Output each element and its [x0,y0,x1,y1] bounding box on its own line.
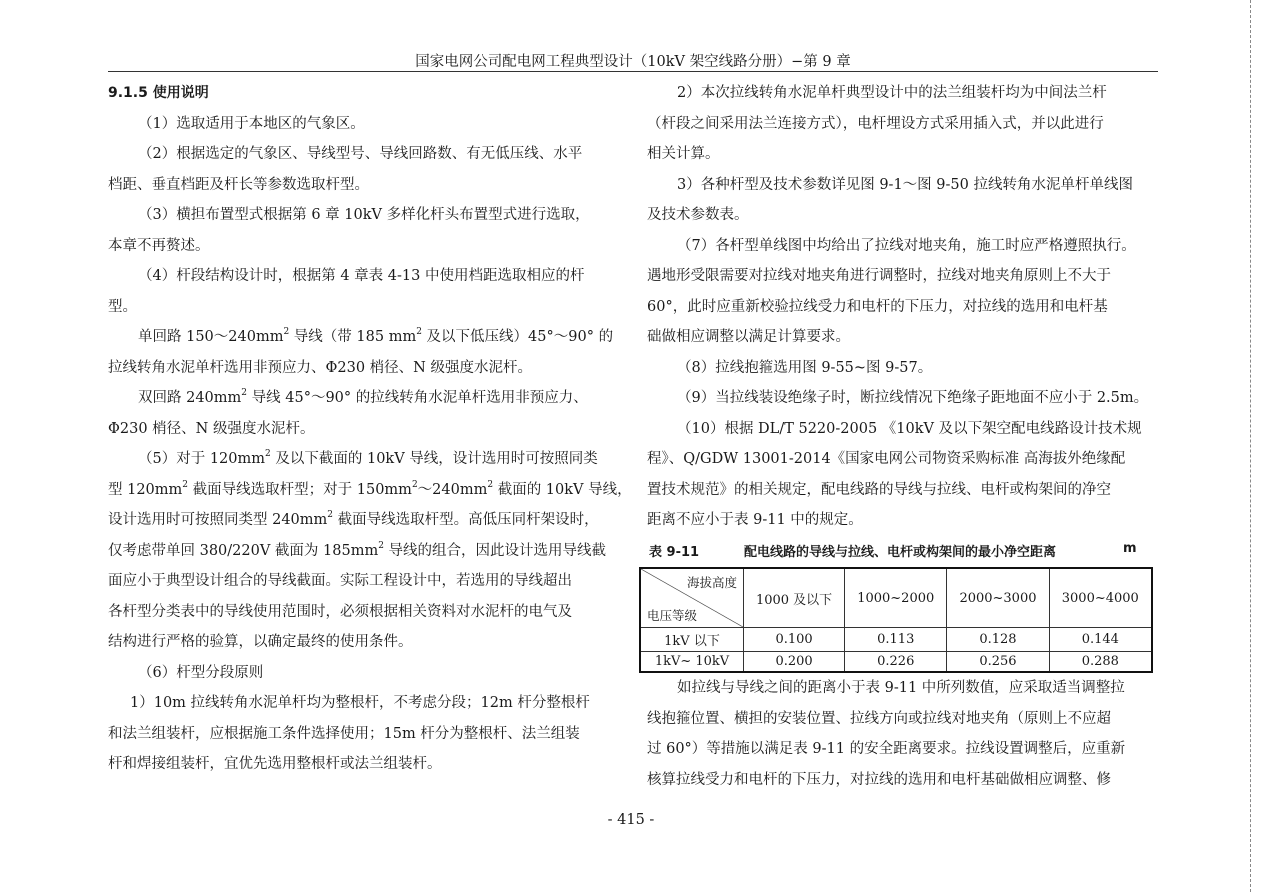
right-column [647,78,1159,536]
paragraph-line: （10）根据 DL/T 5220-2005 《10kV 及以下架空配电线路设计技术规 [677,420,1142,437]
table-header-row [640,568,1152,628]
table-cell: 0.256 [947,652,1049,672]
paragraph-line: 过 60°）等措施以满足表 9-11 的安全距离要求。拉线设置调整后，应重新 [647,741,1126,757]
paragraph-line: 和法兰组装杆，应根据施工条件选择使用；15m 杆分为整根杆、法兰组装 [108,725,580,742]
paragraph-line: 2）本次拉线转角水泥单杆典型设计中的法兰组装杆均为中间法兰杆 [677,85,1107,101]
paragraph-line: （9）当拉线装设绝缘子时，断拉线情况下绝缘子距地面不应小于 2.5m。 [677,390,1149,406]
paragraph-line: 60°，此时应重新校验拉线受力和电杆的下压力，对拉线的选用和电杆基 [647,298,1108,315]
table-title: 配电线路的导线与拉线、电杆或构架间的最小净空距离 [744,545,1057,560]
column-header: 3000~4000 [1049,568,1152,628]
column-header: 2000~3000 [947,568,1049,628]
column-header: 1000 及以下 [744,568,845,628]
paragraph-line: 各杆型分类表中的导线使用范围时，必须根据相关资料对水泥杆的电气及 [108,603,572,620]
table-cell: 0.200 [744,652,845,672]
table-cell: 0.100 [744,628,845,652]
paragraph-line: （8）拉线抱箍选用图 9-55~图 9-57。 [677,359,933,376]
paragraph-line: 本章不再赘述。 [108,237,210,254]
paragraph-line: 1）10m 拉线转角水泥单杆均为整根杆，不考虑分段；12m 杆分整根杆 [130,695,590,711]
running-header: 国家电网公司配电网工程典型设计（10kV 架空线路分册）−第 9 章 [415,54,851,70]
paragraph-line: 相关计算。 [647,146,720,162]
paragraph-line: 型 $120mm^2$ 截面导线选取杆型；对于 $150mm^2\sim 240mm^2$ 截面的 10kV 导线， [108,479,632,498]
paragraph-line: （3）横担布置型式根据第 6 章 10kV 多样化杆头布置型式进行选取， [138,207,590,223]
paragraph-line: 拉线转角水泥单杆选用非预应力、Φ230 梢径、N 级强度水泥杆。 [108,359,532,376]
paragraph-line: （7）各杆型单线图中均给出了拉线对地夹角，施工时应严格遵照执行。 [677,237,1136,254]
paragraph-line: 档距、垂直档距及杆长等参数选取杆型。 [108,176,369,193]
table-row [640,628,1152,652]
row-label: 1kV 以下 [640,628,744,652]
paragraph-line: （2）根据选定的气象区、导线型号、导线回路数、有无低压线、水平 [138,146,583,162]
corner-label-altitude: 海拔高度 [686,575,737,590]
paragraph-line: 杆和焊接组装杆，宜优先选用整根杆或法兰组装杆。 [108,756,442,772]
table-cell: 0.128 [947,628,1049,652]
table-corner-cell [640,568,744,628]
column-header: 1000~2000 [845,568,947,628]
paragraph-line: 单回路 $150\sim 240mm^2$ 导线（带 185 $mm^2$ 及以下低压线）45°～90° 的 [138,327,614,345]
paragraph-line: （5）对于 $120mm^2$ 及以下截面的 10kV 导线，设计选用时可按照同类 [138,449,598,467]
corner-label-voltage: 电压等级 [647,608,698,623]
paragraph-line: （6）杆型分段原则 [138,664,264,681]
right-column-continued [647,673,1159,795]
table-number: 表 9-11 [649,545,700,560]
table-cell: 0.113 [845,628,947,652]
page-number: - 415 - [607,812,655,828]
table-unit: m [1123,541,1137,556]
paragraph-line: 型。 [108,298,137,315]
paragraph-line: 如拉线与导线之间的距离小于表 9-11 中所列数值，应采取适当调整拉 [677,680,1125,696]
paragraph-line: 双回路 $240mm^2$ 导线 45°～90° 的拉线转角水泥单杆选用非预应力、 [138,388,588,406]
table-cell: 0.288 [1049,652,1152,672]
paragraph-line: 置技术规范》的相关规定，配电线路的导线与拉线、电杆或构架间的净空 [647,481,1111,498]
header-rule [108,71,1158,72]
paragraph-line: （4）杆段结构设计时，根据第 4 章表 4-13 中使用档距选取相应的杆 [138,268,585,284]
paragraph-line: 设计选用时可按照同类型 $240mm^2$ 截面导线选取杆型。高低压同杆架设时， [108,510,599,528]
paragraph-line: （杆段之间采用法兰连接方式），电杆埋设方式采用插入式，并以此进行 [647,115,1104,132]
paragraph-line: 结构进行严格的验算，以确定最终的使用条件。 [108,634,413,650]
row-label: 1kV~ 10kV [640,652,744,672]
section-heading: 9.1.5 使用说明 [108,85,209,101]
paragraph-line: 础做相应调整以满足计算要求。 [647,329,850,345]
clearance-table [639,567,1153,673]
paragraph-line: 程》、Q/GDW 13001-2014《国家电网公司物资采购标准 高海拔外绝缘配 [647,451,1126,467]
table-cell: 0.226 [845,652,947,672]
paragraph-line: 3）各种杆型及技术参数详见图 9-1～图 9-50 拉线转角水泥单杆单线图 [677,176,1133,193]
paragraph-line: 线抱箍位置、横担的安装位置、拉线方向或拉线对地夹角（原则上不应超 [647,710,1111,727]
paragraph-line: 核算拉线受力和电杆的下压力，对拉线的选用和电杆基础做相应调整、修 [647,771,1111,788]
left-column [108,78,632,780]
paragraph-line: 及技术参数表。 [647,207,749,223]
paragraph-line: 面应小于典型设计组合的导线截面。实际工程设计中，若选用的导线超出 [108,573,572,589]
paragraph-line: （1）选取适用于本地区的气象区。 [138,115,365,132]
paragraph-line: 仅考虑带单回 380/220V 截面为 $185mm^2$ 导线的组合，因此设计选用导线截 [108,540,607,559]
paragraph-line: 距离不应小于表 9-11 中的规定。 [647,512,863,528]
binding-margin-line [1250,0,1251,892]
paragraph-line: 遇地形受限需要对拉线对地夹角进行调整时，拉线对地夹角原则上不大于 [647,268,1111,284]
table-row [640,652,1152,672]
paragraph-line: Φ230 梢径、N 级强度水泥杆。 [108,420,315,437]
table-cell: 0.144 [1049,628,1152,652]
